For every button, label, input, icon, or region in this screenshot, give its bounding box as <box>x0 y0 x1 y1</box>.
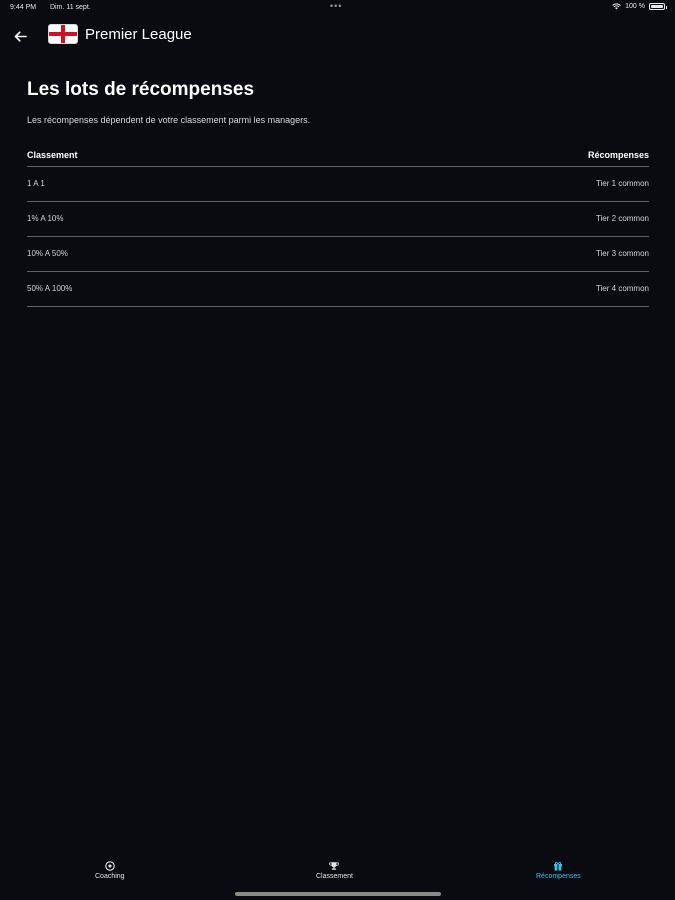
row-reward: Tier 4 common <box>595 284 649 293</box>
nav-classement-label: Classement <box>316 873 353 880</box>
status-date: Dim. 11 sept. <box>50 4 91 11</box>
nav-recompenses[interactable] <box>536 861 581 880</box>
league-title: Premier League <box>85 26 192 43</box>
status-bar <box>0 0 675 16</box>
row-reward: Tier 1 common <box>595 179 649 188</box>
status-time: 9:44 PM <box>10 4 37 11</box>
wifi-icon <box>612 3 621 10</box>
back-button[interactable] <box>10 26 30 46</box>
page-title: Les lots de récompenses <box>27 79 255 100</box>
page-subtitle: Les récompenses dépendent de votre classement parmi les managers. <box>27 115 311 125</box>
row-rank: 1% A 10% <box>27 214 64 223</box>
row-reward: Tier 3 common <box>595 249 649 258</box>
nav-coaching-label: Coaching <box>95 873 125 880</box>
battery-icon <box>649 3 665 10</box>
header-classement: Classement <box>27 150 78 160</box>
battery-percentage: 100 % <box>625 3 645 10</box>
header-recompenses: Récompenses <box>587 150 649 160</box>
row-reward: Tier 2 common <box>595 214 649 223</box>
bottom-nav <box>0 840 675 900</box>
nav-recompenses-label: Récompenses <box>536 873 581 880</box>
table-row <box>27 202 649 237</box>
table-header <box>27 148 649 167</box>
row-rank: 50% A 100% <box>27 284 73 293</box>
gift-icon <box>553 861 563 871</box>
arrow-left-icon <box>14 31 27 42</box>
nav-coaching[interactable] <box>95 861 125 880</box>
rewards-content <box>27 78 649 307</box>
table-row <box>27 167 649 202</box>
table-row <box>27 237 649 272</box>
table-row <box>27 272 649 307</box>
top-bar <box>0 22 675 50</box>
row-rank: 10% A 50% <box>27 249 68 258</box>
row-rank: 1 A 1 <box>27 179 45 188</box>
soccer-ball-icon <box>105 861 115 871</box>
status-right <box>612 3 665 10</box>
home-indicator[interactable] <box>235 892 441 896</box>
rewards-table <box>27 148 649 307</box>
trophy-icon <box>329 861 339 871</box>
england-flag-icon <box>48 24 78 44</box>
multitasking-dots[interactable]: ••• <box>330 1 343 11</box>
nav-classement[interactable] <box>316 861 353 880</box>
